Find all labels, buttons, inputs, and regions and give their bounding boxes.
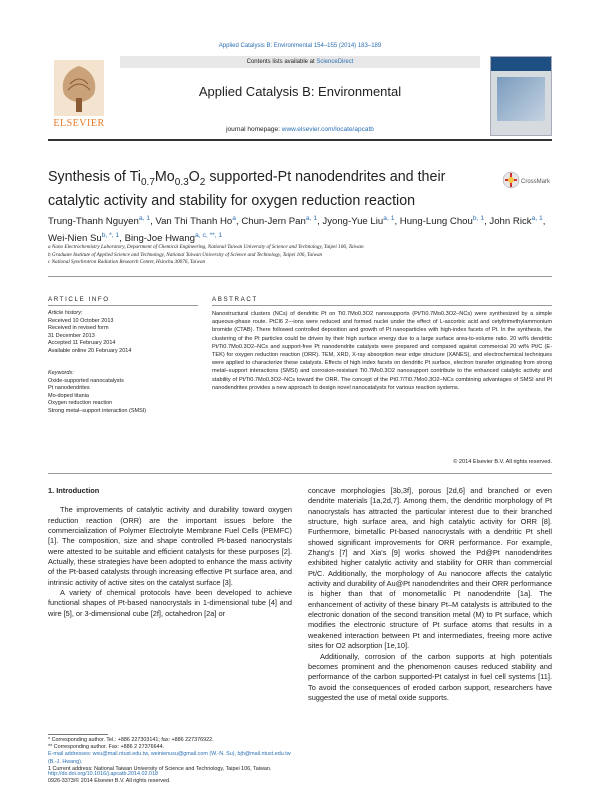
author-affiliation-marker[interactable]: a, 1: [305, 215, 318, 222]
author-name[interactable]: John Rick: [489, 216, 532, 228]
crossmark-icon: [502, 170, 552, 190]
history-item: 31 December 2013: [48, 332, 95, 339]
author-name[interactable]: Wei-Nien Su: [48, 233, 102, 245]
author-name[interactable]: Hung-Lung Chou: [399, 216, 473, 228]
history-item: Received 10 October 2013: [48, 317, 114, 324]
issn-line: 0926-3373/© 2014 Elsevier B.V. All rights reserved.: [48, 778, 171, 785]
author-name[interactable]: Chun-Jern Pan: [241, 216, 306, 228]
affiliation-b: b Graduate Institute of Applied Science and Technology, National Taiwan University of Science and Technology, Taipei 106, Taiwan: [48, 251, 323, 258]
crossmark-text: CrossMark: [521, 179, 551, 185]
affiliations: [48, 244, 552, 267]
section-heading-introduction: 1. Introduction: [48, 486, 100, 495]
journal-header: [48, 56, 552, 136]
article-info-divider: [48, 305, 198, 306]
article-title: Synthesis of $Ti_{0.7}Mo_{0.3}O_2$ supported-Pt nanodendrites and their catalytic activity and stability for oxygen reduction reaction: [48, 169, 446, 209]
footnote: ** Corresponding author. Fax: +886 2 27376644.: [48, 744, 165, 751]
author-affiliation-marker[interactable]: b, 1: [472, 215, 485, 222]
cover-artwork: [497, 77, 545, 121]
abstract-divider: [212, 305, 552, 306]
keyword: Oxygen reduction reaction: [48, 400, 113, 406]
history-item: Received in revised form: [48, 325, 109, 331]
journal-name: Applied Catalysis B: Environmental: [198, 84, 402, 99]
abstract-text: Nanostructural clusters (NCs) of dendritic Pt on Ti0.7Mo0.3O2 nanosupports (Pt/Ti0.7Mo0.3O2–NCs) were synthesized by a simple aqueous-phase route. PtCl6 2−-ions were reduced and formed nuclei under the effect of L-ascorbic acid and cetyltrimethylammonium bromide (CTAB). There followed controlled deposition and growth of Pt nanoparticles with high-index facets of Pt. In the synthesis, the clustering of the Pt particles could be driven by their high surface energy due to a large surface area-to-volume ratio. 20 wt% dendritic Pt/Ti0.7Mo0.3O2–NCs and support-free Pt nanodendrite catalysts were prepared and compared against commercial 20 wt% Pt/C (E-TEK) for oxygen reduction reaction (ORR). TEM, XRD, X-ray absorption near edge structure (XANES), and electrochemical techniques were applied to characterize these catalysts. Effects of high index facets on dendritic Pt surface, electron transfer originating from strong metal–support interactions (SMSI) and corrosion-resistant Ti0.7Mo0.3O2 nanosupport contribute to the enhanced catalytic activity and stability of Pt/Ti0.7Mo0.3O2–NCs toward the ORR. The concept of the Pt0.7/Ti0.7Mo0.3O2–NCs combining advantages of SMSI and Pt nanodendrites provides a new approach to design novel nanocatalysts for various reaction systems.: [212, 311, 552, 391]
author-name[interactable]: Bing-Joe Hwang: [124, 233, 195, 245]
crossmark-badge[interactable]: [502, 170, 552, 190]
doi-link[interactable]: http://dx.doi.org/10.1016/j.apcatb.2014.02.018: [48, 771, 158, 777]
footnote-email[interactable]: E-mail addresses: wsu@mail.ntust.edu.tw, weinienusu@gmail.com (W.-N. Su), bjh@mail.ntust.edu.tw (B.-J. Hwang).: [48, 751, 291, 765]
body-column-right: [308, 486, 552, 703]
keywords-heading: Keywords:: [48, 370, 74, 376]
history-item: Available online 20 February 2014: [48, 347, 132, 354]
cover-banner: [491, 57, 551, 71]
publisher-logo-text: ELSEVIER: [53, 118, 105, 129]
author-affiliation-marker[interactable]: a: [232, 215, 236, 222]
affiliation-c: c National Synchrotron Radiation Research Center, Hsinchu 30076, Taiwan: [48, 259, 206, 265]
homepage-label: journal homepage:: [226, 126, 282, 133]
keyword: Mo-doped titania: [48, 392, 89, 399]
author-affiliation-marker[interactable]: a, 1: [531, 215, 543, 222]
footnote: 1 Current address: National Taiwan University of Science and Technology, Taipei 106, Taiwan.: [48, 765, 272, 772]
body-paragraph: A variety of chemical protocols have been developed to achieve functional shapes of Pt-based nanocrystals in 1-dimensional tube [4] and wire [5], or 3-dimensional cube [2f], octahedron [2a] or: [48, 588, 292, 618]
tree-icon: [54, 60, 104, 116]
keyword: Strong metal–support interaction (SMSI): [48, 407, 147, 414]
body-paragraph: The improvements of catalytic activity and durability toward oxygen reduction reaction (ORR) are the important issues before the commercialization of Polymer Electrolyte Membrane Fuel Cells (PEMFC) [1]. The composition, size and shape controlled Pt-based nanocrystals were attested to be suitable and efficient catalysts for these purposes [2]. Actually, these strategies have been adopted to enhance the mass activity of the Pt-based catalysts through increasing effective Pt surface area, and intrinsic activity of active sites on the catalyst surface [3].: [48, 505, 292, 587]
keyword: Oxide-supported nanocatalysts: [48, 377, 124, 384]
author-name[interactable]: Trung-Thanh Nguyen: [48, 216, 139, 228]
homepage-link[interactable]: www.elsevier.com/locate/apcatb: [281, 126, 374, 133]
journal-cover-image: [490, 56, 552, 136]
author-affiliation-marker[interactable]: a, c, **, 1: [195, 232, 223, 240]
history-item: Accepted 11 February 2014: [48, 340, 116, 346]
journal-citation[interactable]: Applied Catalysis B: Environmental 154–155 (2014) 183–189: [218, 43, 382, 49]
body-paragraph: concave morphologies [3b,3f], porous [2d,6] and branched or even dendrite materials [1a,2d,7]. Among them, the dendritic morphology of Pt nanocrystals has attracted the particular interest due to their branched structure, high surface area, and high catalytic activity for ORR [8]. Furthermore, bimetallic Pt-based nanocrystals with a dendritic Pt shell showed significant improvements for ORR performance. For example, Zhang's [7] and Xia's [9] works showed the Pd@Pt nanodendrites exhibited higher catalytic activity and stability for ORR than commercial Pt/C. Additionally, the morphology of Au nanocore affects the catalytic activity and durability of Au@Pt nanodendrites and their ORR performance is higher than that of monometallic Pt nanodendrite [1a]. The enhancement of activity of these binary Pt–M catalysts is attributed to the electronic donation of the second transition metal (M) to Pt surface, which modifies the electronic structure of Pt surface atoms that results in a weakened interaction between Pt and intermediates, freeing more active sites for O2 adsorption [1e,10].: [308, 486, 552, 651]
keyword: Pt nanodendrites: [48, 385, 90, 391]
affiliation-divider: [48, 276, 552, 277]
author-name[interactable]: Jyong-Yue Liu: [322, 216, 384, 228]
history-heading: Article history:: [48, 310, 83, 316]
abstract-heading: ABSTRACT: [212, 296, 258, 303]
author-affiliation-marker[interactable]: a, 1: [138, 215, 151, 222]
affiliation-a: a Nano Electrochemistry Laboratory, Department of Chemical Engineering, National Taiwan University of Science and Technology, Taipei 106, Taiwan: [48, 244, 364, 250]
footnote-divider: [48, 734, 108, 735]
abstract-copyright: © 2014 Elsevier B.V. All rights reserved.: [453, 459, 552, 465]
footnotes: [48, 737, 292, 773]
author-list: Trung-Thanh Nguyen$^{a, 1}$, Van Thi Thanh Ho$^a$, Chun-Jern Pan$^{a, 1}$, Jyong-Yue Liu$^{a, 1}$, Hung-Lung Chou$^{b, 1}$, John Rick$^{a, 1}$, Wei-Nien $Su^{b, *, 1}$, Bing-Joe Hwang$^{a, c, **, 1}$: [48, 215, 546, 245]
header-center: [120, 56, 480, 136]
author-affiliation-marker[interactable]: a, 1: [383, 215, 395, 222]
footnote: * Corresponding author. Tel.: +886 227303141; fax: +886 227376922.: [48, 737, 214, 743]
header-divider: [48, 139, 552, 141]
elsevier-logo[interactable]: [48, 56, 110, 136]
author-name[interactable]: Van Thi Thanh Ho: [155, 216, 233, 228]
journal-homepage: [120, 126, 480, 133]
body-column-left: [48, 486, 292, 619]
body-paragraph: Additionally, corrosion of the carbon supports at high potentials becomes prominent and the phenomenon causes reduced stability and performance of the carbon supported-Pt catalyst in fuel cell systems [11]. To avoid the consequences of eroded carbon support, researchers have suggested the use of metal oxide supports.: [308, 651, 552, 702]
contents-bar: [120, 56, 480, 68]
author-affiliation-marker[interactable]: b, *, 1: [101, 232, 120, 240]
abstract-bottom-divider: [48, 473, 552, 474]
doi-block: [48, 771, 348, 785]
article-info: [48, 310, 198, 415]
sciencedirect-link[interactable]: ScienceDirect: [316, 59, 354, 65]
article-info-heading: ARTICLE INFO: [48, 296, 110, 303]
contents-prefix: Contents lists available at: [246, 59, 317, 65]
